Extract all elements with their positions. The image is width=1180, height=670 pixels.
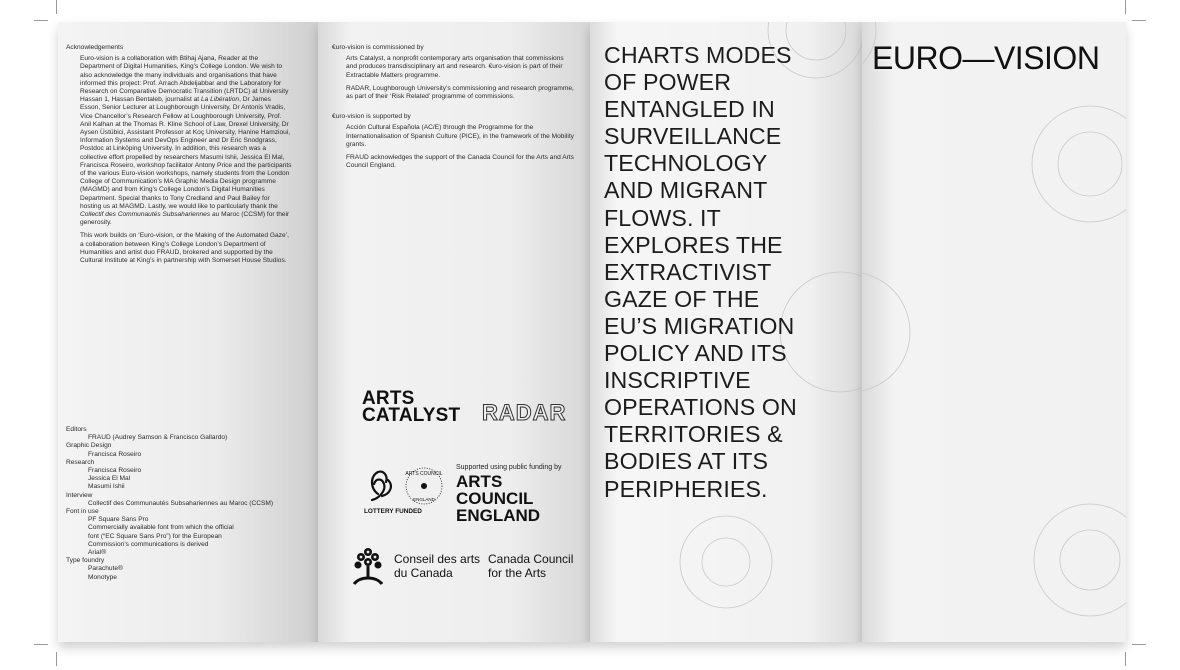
acknowledgements-paragraph-2: This work builds on ‘Euro-vision, or the Making of the Automated Gaze’, a collaboration between King’s College London’s Department of Humanities and artist duo FRAUD, brokered and supported by the Cultural Institute at King’s in partnership with Somerset House Studios. bbox=[80, 232, 289, 265]
statement-line: EXTRACTIVIST bbox=[604, 258, 772, 285]
canada-council-text: Canada Council for the Arts bbox=[488, 552, 574, 580]
acknowledgements-heading: Acknowledgements bbox=[66, 44, 124, 51]
credit-value: FRAUD (Audrey Samson & Francisco Gallardo) bbox=[88, 434, 228, 442]
credit-value: Francisca Roseiro bbox=[88, 467, 142, 475]
credit-label: Type foundry bbox=[66, 557, 105, 565]
statement-line: FLOWS. IT bbox=[604, 204, 721, 231]
credit-value: Commercially available font from which the official bbox=[88, 524, 234, 532]
ace-supported-label: Supported using public funding by bbox=[456, 464, 562, 471]
statement-text bbox=[604, 42, 862, 503]
statement-line: GAZE OF THE bbox=[604, 285, 760, 312]
panel-statement bbox=[590, 22, 862, 642]
credit-label: Font in use bbox=[66, 508, 99, 516]
commissioned-heading: €uro-vision is commissioned by bbox=[332, 44, 424, 51]
canada-council-logo bbox=[348, 544, 588, 594]
credit-value: Monotype bbox=[88, 573, 117, 581]
crop-mark bbox=[1132, 644, 1146, 645]
statement-line: PERIPHERIES. bbox=[604, 475, 768, 502]
credit-label: Graphic Design bbox=[66, 442, 112, 450]
panel-acknowledgements bbox=[58, 22, 318, 642]
statement-line: OPERATIONS ON bbox=[604, 394, 797, 421]
credit-value: Jessica El Mal bbox=[88, 475, 131, 483]
supported-heading: €uro-vision is supported by bbox=[332, 113, 411, 121]
commission-block bbox=[332, 44, 576, 175]
credit-value: Parachute® bbox=[88, 565, 123, 573]
crop-mark bbox=[1132, 20, 1146, 21]
statement-line: BODIES AT ITS bbox=[604, 448, 769, 475]
credit-value: Collectif des Communautés Subsahariennes au Maroc (CCSM) bbox=[88, 499, 274, 507]
panel-commission bbox=[318, 22, 590, 642]
support-item: FRAUD acknowledges the support of the Canada Council for the Arts and Arts Council England. bbox=[346, 154, 574, 170]
credit-value: Masumi Ishii bbox=[88, 483, 125, 491]
crop-mark bbox=[56, 0, 57, 14]
radar-logo: RADAR bbox=[482, 400, 567, 425]
credit-value: Francisca Roseiro bbox=[88, 450, 142, 458]
statement-line: OF POWER bbox=[604, 69, 732, 96]
statement-line: INSCRIPTIVE bbox=[604, 367, 751, 394]
statement-line: TECHNOLOGY bbox=[604, 150, 768, 177]
ace-name: ARTS COUNCIL ENGLAND bbox=[456, 472, 541, 525]
acknowledgements-block bbox=[66, 44, 292, 270]
crop-mark bbox=[1125, 0, 1126, 14]
lottery-funded-label: LOTTERY FUNDED bbox=[364, 508, 422, 515]
arts-council-england-logo bbox=[364, 464, 574, 524]
crop-mark bbox=[1125, 652, 1126, 666]
lottery-fingers-icon bbox=[364, 464, 454, 508]
statement-line: ENTANGLED IN bbox=[604, 96, 775, 123]
statement-line: TERRITORIES & bbox=[604, 421, 783, 448]
decorative-circles bbox=[862, 22, 1126, 642]
commission-item: Arts Catalyst, a nonprofit contemporary arts organisation that commissions and produces transdisciplinary art and research. €uro-vision is part of their Extractable Matters programme. bbox=[346, 55, 564, 79]
statement-line: AND MIGRANT bbox=[604, 177, 768, 204]
statement-line: CHARTS MODES bbox=[604, 42, 792, 68]
statement-line: SURVEILLANCE bbox=[604, 123, 782, 150]
credit-value: PF Square Sans Pro bbox=[88, 516, 149, 524]
credit-label: Interview bbox=[66, 491, 93, 499]
svg-text:ARTS COUNCIL: ARTS COUNCIL bbox=[405, 471, 443, 477]
conseil-des-arts-text: Conseil des arts du Canada bbox=[394, 552, 481, 580]
statement-line: EXPLORES THE bbox=[604, 231, 783, 258]
statement-line: POLICY AND ITS bbox=[604, 340, 787, 367]
canada-council-tree-icon bbox=[348, 544, 388, 588]
credit-value: font (“EC Square Sans Pro”) for the European bbox=[88, 532, 222, 540]
panel-cover bbox=[862, 22, 1126, 642]
arts-catalyst-logo: ARTS CATALYST bbox=[362, 388, 461, 426]
crop-mark bbox=[56, 652, 57, 666]
crop-mark bbox=[34, 644, 48, 645]
svg-text:ENGLAND: ENGLAND bbox=[413, 497, 435, 502]
credits-block bbox=[66, 426, 306, 582]
cover-title: EURO—VISION bbox=[872, 40, 1100, 76]
crop-mark bbox=[34, 20, 48, 21]
support-item: Acción Cultural Española (AC/E) through the Programme for the Internationalisation of Spanish Culture (PICE), in the framework of the Mobility grants. bbox=[346, 124, 574, 148]
credit-value: Arial® bbox=[88, 549, 107, 557]
statement-line: EU’S MIGRATION bbox=[604, 312, 795, 339]
acknowledgements-paragraph: Euro-vision is a collaboration with Btihaj Ajana, Reader at the Department of Digital Humanities, King’s College London. We wish to also acknowledge the many individuals and organisations that have informed this project: Prof. Arrach Abdeljabbar and the Laboratory for Research on Comparative Democratic Transition (LRTDC) at University Hassan 1, Hassan Bentaleb, journalist at La Libération, Dr James Esson, Senior Lecturer at Loughborough University, Dr Antonis Vradis, Vice Chancellor’s Research Fellow at Loughborough University, Prof. Anil Kalhan at the Thomas R. Kline School of Law, Drexel University, Dr Aysen Üstübici, Assistant Professor at Koç University, Hanine Hamzioui, Information Systems and DevOps Engineer and Dr Eric Snodgrass, Postdoc at Linköping University. In addition, this research was a collective effort propelled by researchers Masumi Ishii, Jessica El Mal, Francisca Roseiro, workshop facilitator Antony Price and the participants of the various Euro-vision workshops, namely students from the London College of Communication’s MA Graphic Media Design programme (MAGMD) and from King’s College London’s Digital Humanities Department. Special thanks to Tony Credland and Paul Bailey for hosting us at MAGMD. Lastly, we would like to particularly thank the Collectif des Communautés Subsahariennes au Maroc (CCSM) for their generosity. bbox=[80, 55, 292, 227]
commission-item: RADAR, Loughborough University’s commissioning and research programme, as part of their ‘Risk Related’ programme of commissions. bbox=[346, 84, 574, 101]
credit-label: Editors bbox=[66, 426, 87, 433]
credit-label: Research bbox=[66, 458, 95, 466]
credit-value: Commission’s communications is derived bbox=[88, 540, 209, 548]
